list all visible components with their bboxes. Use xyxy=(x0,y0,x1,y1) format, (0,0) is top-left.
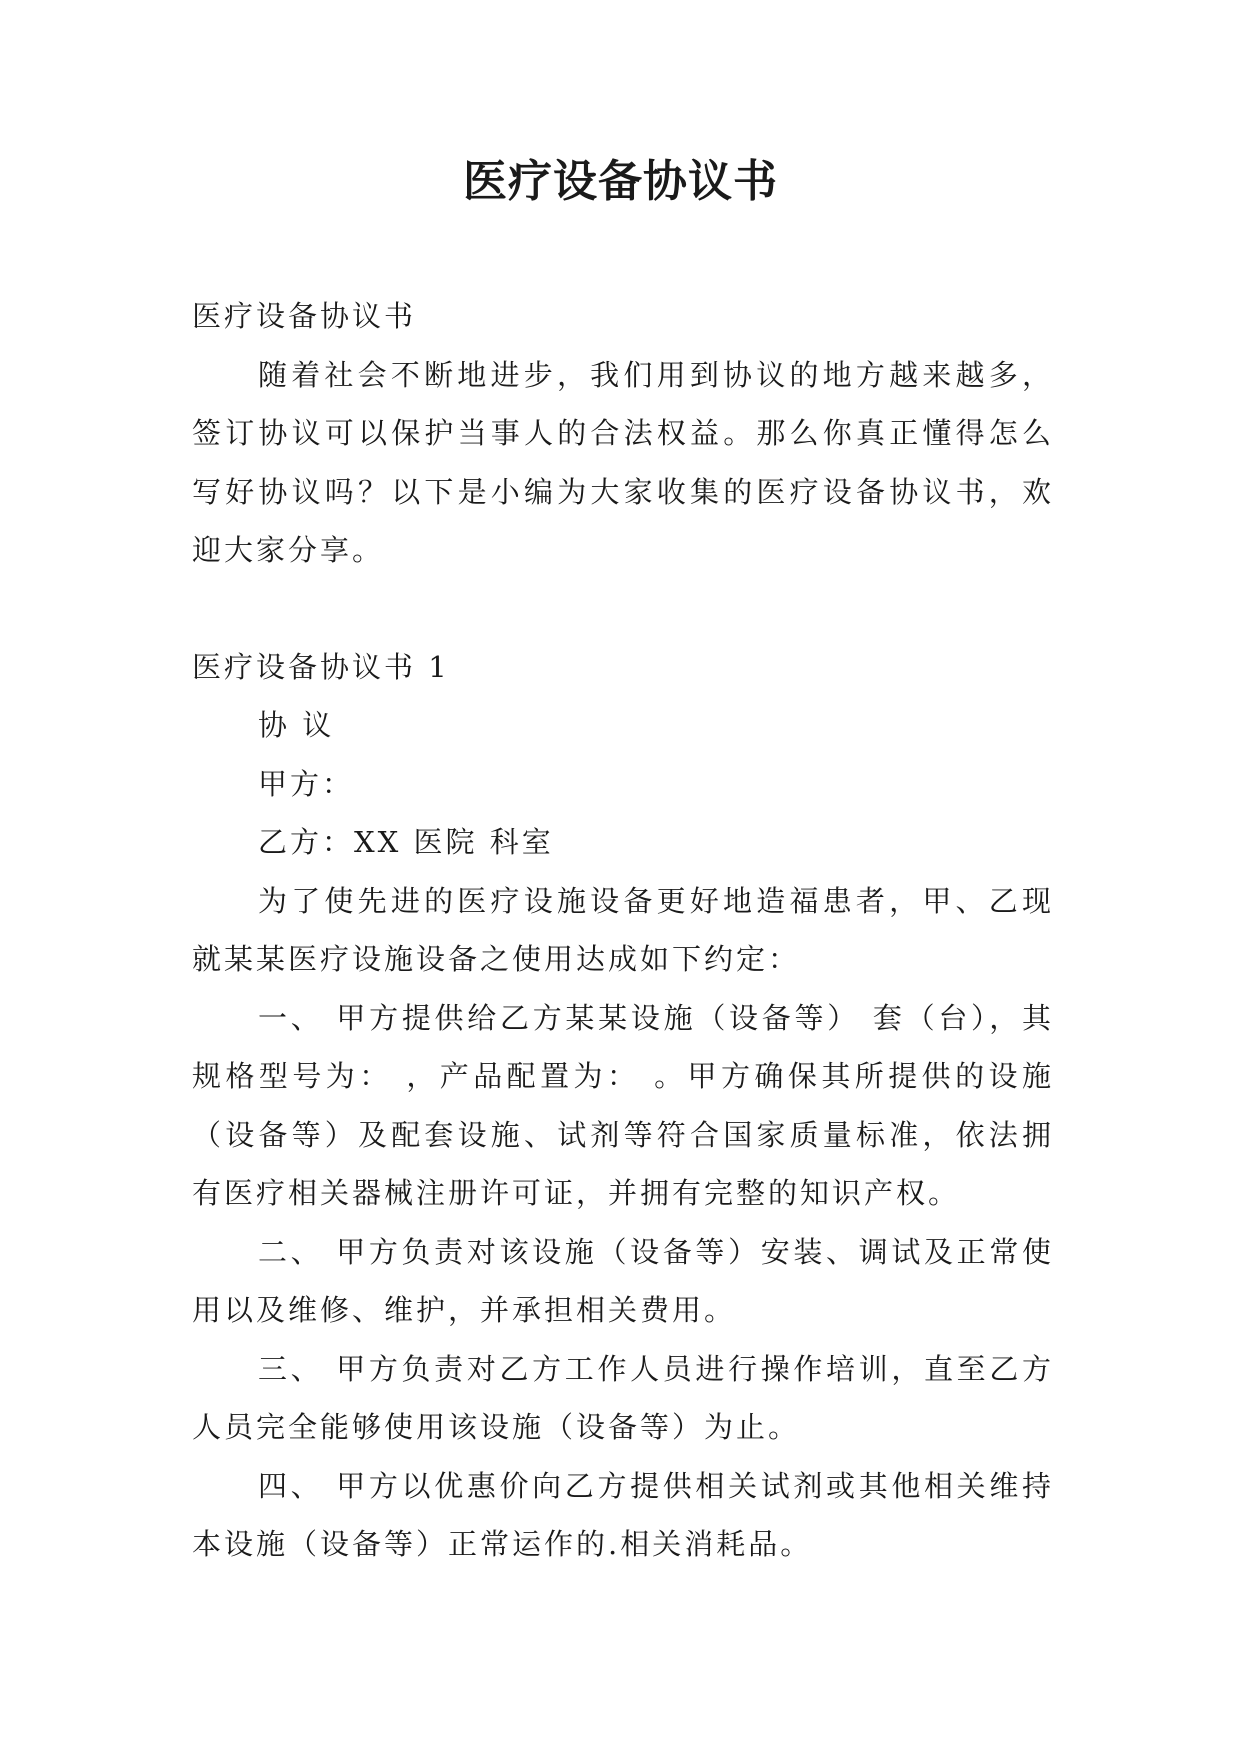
clause-paragraph: 二、 甲方负责对该设施（设备等）安装、调试及正常使用以及维修、维护，并承担相关费用。 xyxy=(192,1234,1054,1327)
section-heading: 医疗设备协议书 1 xyxy=(192,649,450,684)
document-title: 医疗设备协议书 xyxy=(463,156,778,207)
clause-paragraph: 四、 甲方以优惠价向乙方提供相关试剂或其他相关维持本设施（设备等）正常运作的.相关消耗品。 xyxy=(192,1468,1054,1561)
party-a-line: 甲方： xyxy=(258,766,355,801)
preamble-paragraph: 为了使先进的医疗设施设备更好地造福患者，甲、乙现就某某医疗设施设备之使用达成如下约定： xyxy=(192,883,1054,976)
clause-paragraph: 三、 甲方负责对乙方工作人员进行操作培训，直至乙方人员完全能够使用该设施（设备等）为止。 xyxy=(192,1351,1054,1444)
paragraph-gap xyxy=(192,580,1054,638)
intro-paragraph: 随着社会不断地进步，我们用到协议的地方越来越多，签订协议可以保护当事人的合法权益。那么你真正懂得怎么写好协议吗？以下是小编为大家收集的医疗设备协议书，欢迎大家分享。 xyxy=(192,357,1054,567)
document-body xyxy=(192,287,1054,1574)
clause-paragraph: 一、 甲方提供给乙方某某设施（设备等） 套（台），其规格型号为： ，产品配置为： 。甲方确保其所提供的设施（设备等）及配套设施、试剂等符合国家质量标准，依法拥有医疗相关器械注册许可证，并拥有完整的知识产权。 xyxy=(192,1000,1054,1210)
party-b-line: 乙方：XX 医院 科室 xyxy=(258,825,554,859)
document-subtitle: 医疗设备协议书 xyxy=(192,299,417,333)
agreement-label: 协 议 xyxy=(258,708,335,742)
